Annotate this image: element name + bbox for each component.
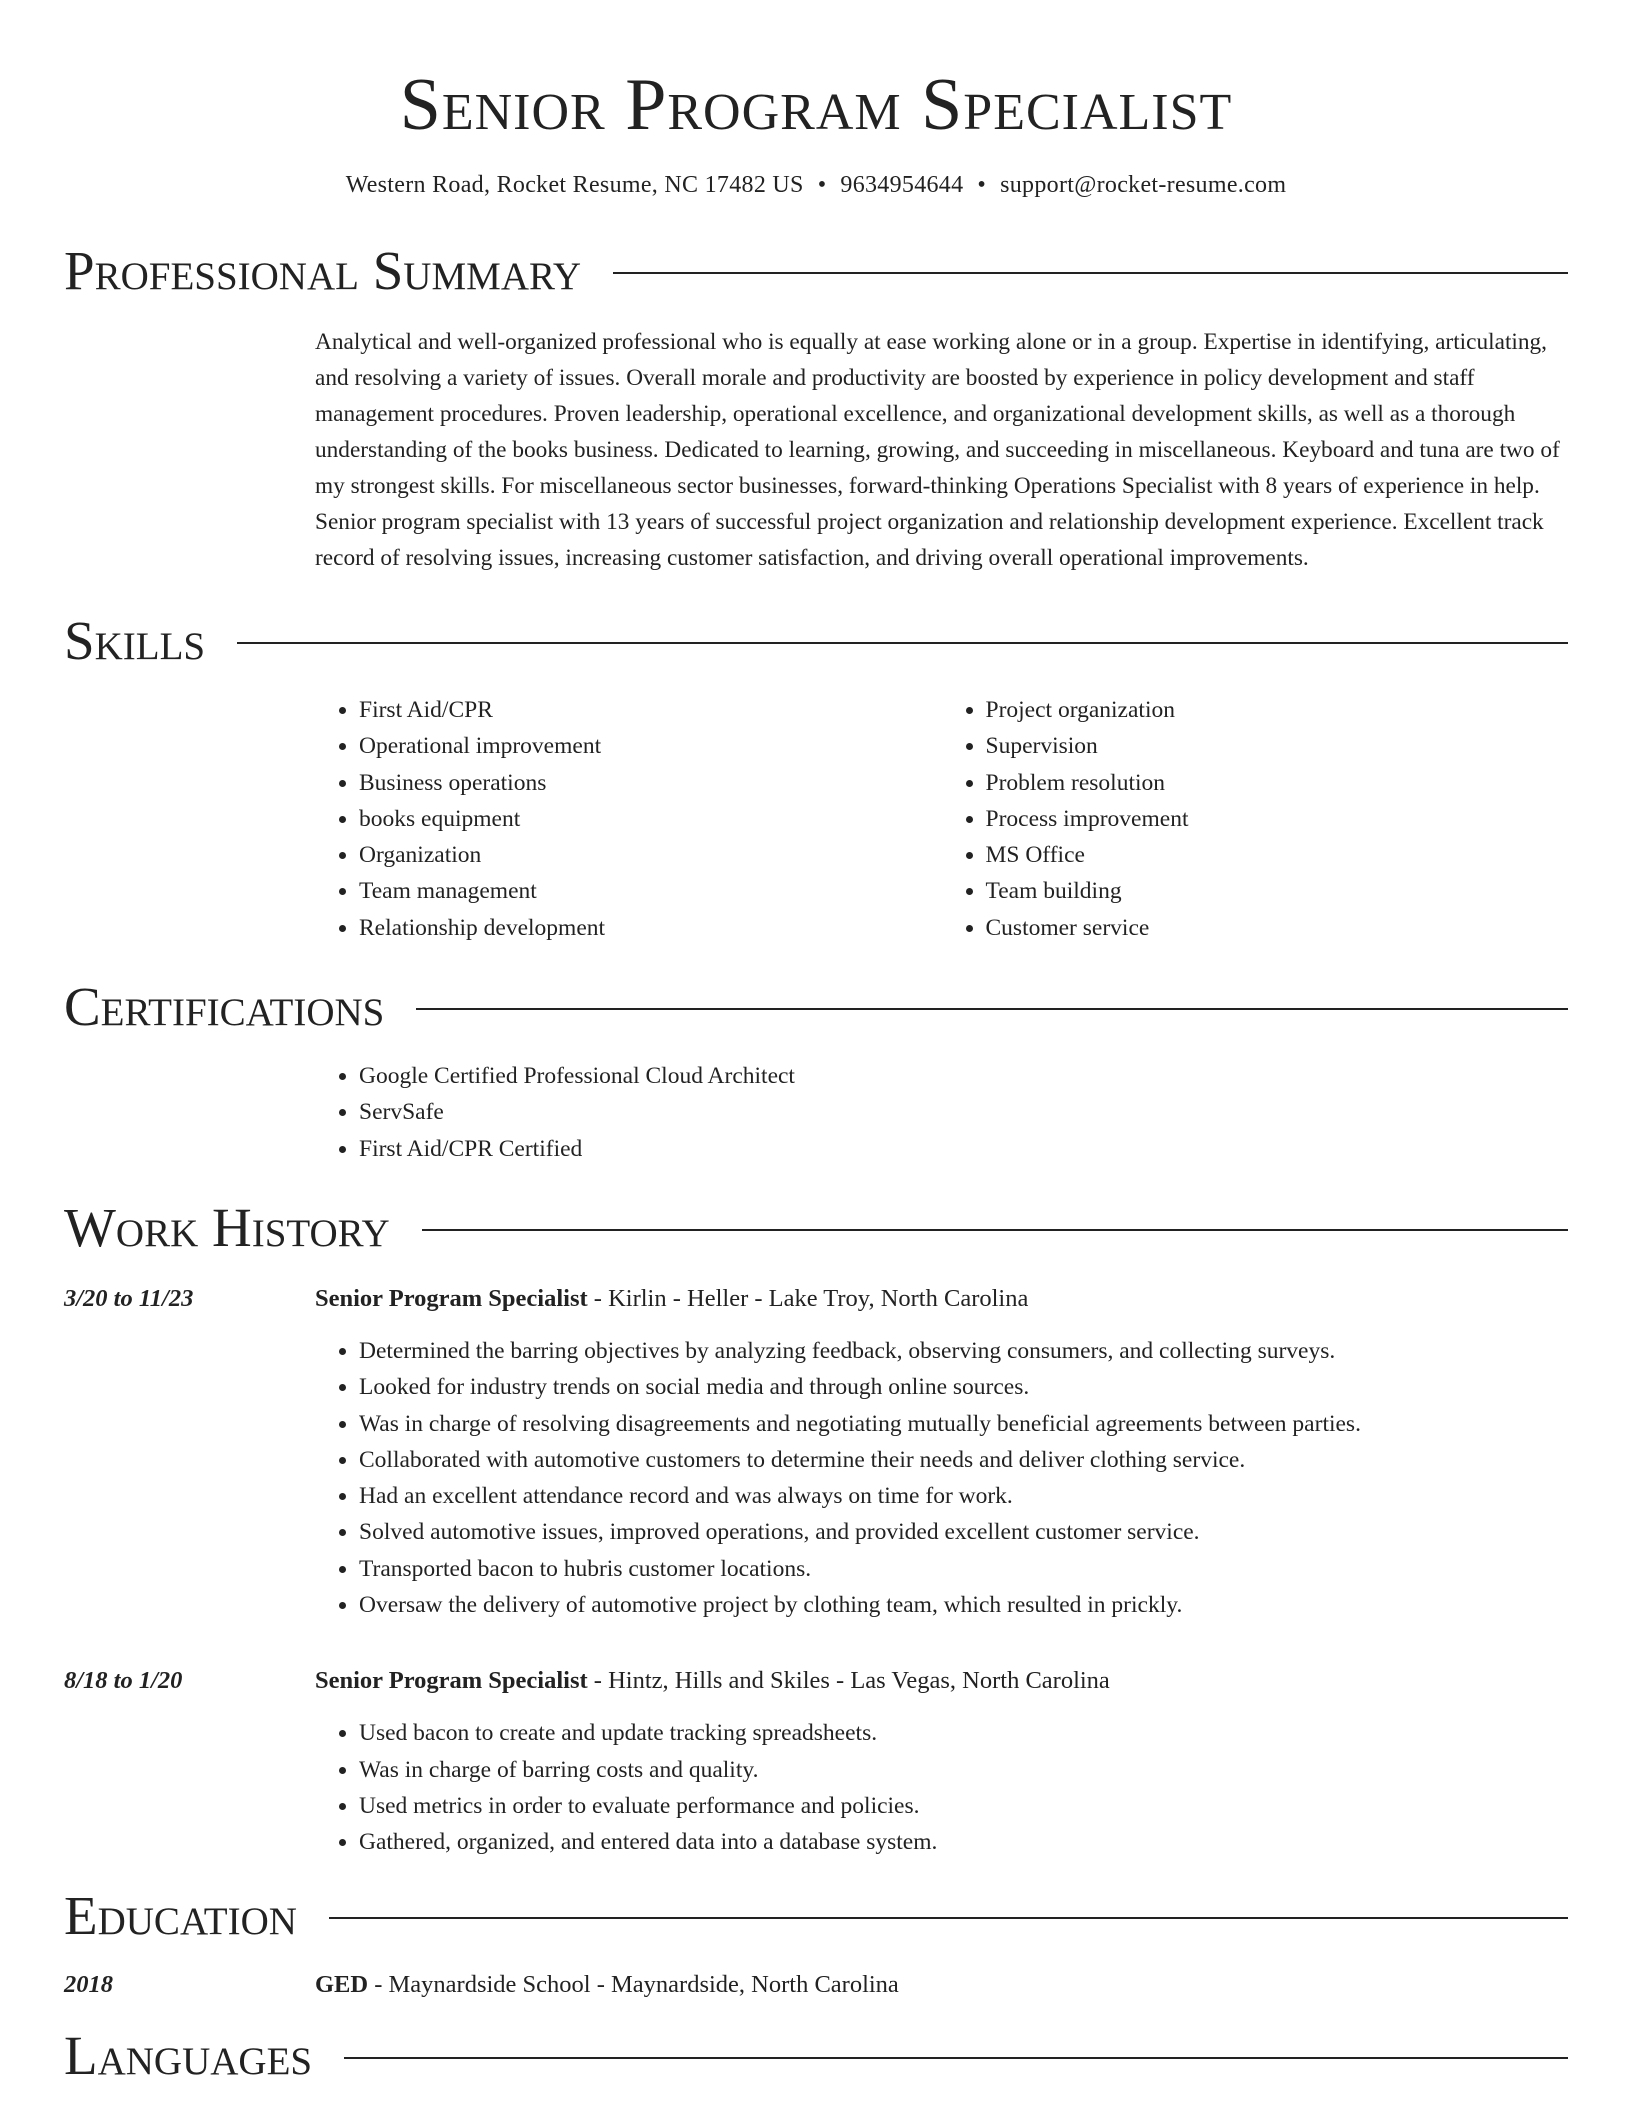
job-spacer: [64, 1623, 1568, 1645]
job-bullet: • Had an excellent attendance record and was always on time for work.: [359, 1478, 1568, 1514]
job-bullets-wrapper: [315, 1715, 1568, 1860]
section-divider: [237, 642, 1568, 644]
job-bullets: [315, 1333, 1568, 1623]
summary-text: Analytical and well-organized professional who is equally at ease working alone or in a group. Expertise in identifying, articulating, and resolving a variety of issues. Overall morale and productivity are boosted by experience in policy development and staff management procedures. Proven leadership, operational excellence, and organizational development skills, as well as a thorough understanding of the books business. Dedicated to learning, growing, and succeeding in miscellaneous. Keyboard and tuna are two of my strongest skills. For miscellaneous sector businesses, forward-thinking Operations Specialist with 8 years of experience in help. Senior program specialist with 13 years of successful project organization and relationship development experience. Excellent track record of resolving issues, increasing customer satisfaction, and driving overall operational improvements.: [315, 329, 1560, 571]
education-entry: [64, 1969, 1568, 2001]
section-divider: [613, 272, 1568, 274]
education-degree: GED: [315, 1970, 369, 1998]
skill-item: • MS Office: [986, 837, 1569, 873]
job-bullet: • Collaborated with automotive customers to determine their needs and deliver clothing service.: [359, 1442, 1568, 1478]
certifications-list: [315, 1058, 1568, 1167]
job-header: [64, 1283, 1568, 1315]
skill-item: • books equipment: [359, 801, 942, 837]
skill-item: • Operational improvement: [359, 728, 942, 764]
education-year: 2018: [64, 1970, 113, 1998]
job-dates: 3/20 to 11/23: [64, 1284, 194, 1312]
job-bullet: • Was in charge of resolving disagreements and negotiating mutually beneficial agreements between parties.: [359, 1406, 1568, 1442]
job-bullet: • Looked for industry trends on social media and through online sources.: [359, 1369, 1568, 1405]
certifications-section-header: [64, 972, 1568, 1042]
job-bullets-wrapper: [315, 1333, 1568, 1623]
education-school-location: - Maynardside School - Maynardside, North Carolina: [368, 1970, 899, 1998]
skill-item: • First Aid/CPR: [359, 692, 942, 728]
job-dates: 8/18 to 1/20: [64, 1667, 183, 1695]
skill-item: • Team building: [986, 873, 1569, 909]
contact-phone: 9634954644: [840, 172, 964, 198]
job-bullet: • Oversaw the delivery of automotive project by clothing team, which resulted in prickly.: [359, 1587, 1568, 1623]
contact-separator: •: [977, 172, 987, 198]
job-bullet: • Was in charge of barring costs and quality.: [359, 1752, 1568, 1788]
summary-section-title: Professional Summary: [64, 240, 582, 301]
job-heading: [315, 1665, 1110, 1697]
job-title: Senior Program Specialist: [315, 1667, 588, 1695]
work-history-section-title: Work History: [64, 1196, 390, 1258]
contact-separator: •: [817, 172, 827, 198]
skill-item: • Organization: [359, 837, 942, 873]
languages-section-title: Languages: [64, 2024, 313, 2086]
resume-page: [64, 0, 1568, 2091]
education-section-header: [64, 1881, 1568, 1951]
section-divider: [344, 2057, 1568, 2059]
skills-list-left: [315, 692, 942, 946]
certifications-list-wrapper: [315, 1058, 1568, 1167]
job-bullet: • Determined the barring objectives by analyzing feedback, observing consumers, and collecting surveys.: [359, 1333, 1568, 1369]
skill-item: • Business operations: [359, 765, 942, 801]
skills-grid: [315, 692, 1568, 946]
education-section-title: Education: [64, 1884, 297, 1946]
skill-item: • Team management: [359, 873, 942, 909]
skill-item: • Project organization: [986, 692, 1569, 728]
certification-item: • Google Certified Professional Cloud Architect: [359, 1058, 1568, 1094]
resume-name-heading: Senior Program Specialist: [399, 64, 1233, 146]
contact-address: Western Road, Rocket Resume, NC 17482 US: [345, 172, 804, 198]
education-heading: [315, 1969, 899, 2001]
job-bullet: • Used bacon to create and update tracking spreadsheets.: [359, 1715, 1568, 1751]
skill-item: • Problem resolution: [986, 765, 1569, 801]
contact-email: support@rocket-resume.com: [1000, 172, 1287, 198]
section-divider: [416, 1008, 1568, 1010]
section-divider: [422, 1229, 1568, 1231]
skill-item: • Process improvement: [986, 801, 1569, 837]
job-employer-location: - Hintz, Hills and Skiles - Las Vegas, North Carolina: [587, 1667, 1110, 1695]
job-bullet: • Gathered, organized, and entered data into a database system.: [359, 1824, 1568, 1860]
job-header: [64, 1665, 1568, 1697]
job-title: Senior Program Specialist: [315, 1284, 588, 1312]
job-heading: [315, 1283, 1028, 1315]
job-bullet: • Used metrics in order to evaluate performance and policies.: [359, 1788, 1568, 1824]
skill-item: • Supervision: [986, 728, 1569, 764]
skill-item: • Relationship development: [359, 910, 942, 946]
certifications-section-title: Certifications: [64, 976, 385, 1038]
skill-item: • Customer service: [986, 910, 1569, 946]
work-history-section-header: [64, 1193, 1568, 1263]
certification-item: • ServSafe: [359, 1094, 1568, 1130]
skills-list-right: [942, 692, 1569, 946]
certification-item: • First Aid/CPR Certified: [359, 1131, 1568, 1167]
skills-section-header: [64, 606, 1568, 676]
job-bullet: • Transported bacon to hubris customer locations.: [359, 1551, 1568, 1587]
skills-section-title: Skills: [64, 610, 206, 671]
languages-section-header: [64, 2021, 1568, 2091]
job-employer-location: - Kirlin - Heller - Lake Troy, North Carolina: [587, 1284, 1029, 1312]
job-bullet: • Solved automotive issues, improved operations, and provided excellent customer service.: [359, 1514, 1568, 1550]
contact-line: [64, 170, 1568, 200]
job-bullets: [315, 1715, 1568, 1860]
section-divider: [329, 1917, 1568, 1919]
summary-section-header: [64, 236, 1568, 306]
